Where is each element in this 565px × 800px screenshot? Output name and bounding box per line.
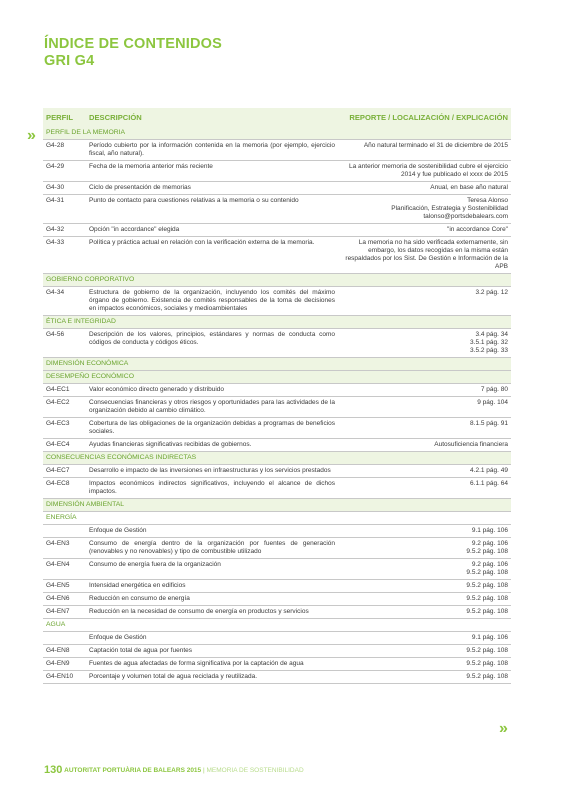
indicator-code: G4-32 xyxy=(43,224,86,237)
indicator-description: Descripción de los valores, principios, estándares y normas de conducta como códigos de conducta y códigos éticos. xyxy=(86,329,338,358)
section-heading-label: DIMENSIÓN ECONÓMICA xyxy=(43,358,511,371)
indicator-code: G4-EN3 xyxy=(43,538,86,559)
indicator-description: Fuentes de agua afectadas de forma significativa por la captación de agua xyxy=(86,658,338,671)
footer-organization: AUTORITAT PORTUÀRIA DE BALEARS 2015 xyxy=(64,767,202,774)
indicator-description: Ciclo de presentación de memorias xyxy=(86,182,338,195)
indicator-report: 9.5.2 pág. 108 xyxy=(338,580,511,593)
indicator-description: Consumo de energía fuera de la organización xyxy=(86,559,338,580)
table-row xyxy=(43,287,511,316)
indicator-description: Ayudas financieras significativas recibidas de gobiernos. xyxy=(86,439,338,452)
header-perfil: PERFIL xyxy=(43,108,86,127)
page-footer xyxy=(44,764,304,776)
table-row xyxy=(43,182,511,195)
page-number: 130 xyxy=(44,764,63,776)
indicator-code xyxy=(43,525,86,538)
section-heading xyxy=(43,274,511,287)
section-heading xyxy=(43,127,511,140)
indicator-report: 3.2 pág. 12 xyxy=(338,287,511,316)
subsection-heading-label: ENERGÍA xyxy=(43,512,511,525)
indicator-description: Fecha de la memoria anterior más reciente xyxy=(86,161,338,182)
indicator-code: G4-EC1 xyxy=(43,384,86,397)
table-row xyxy=(43,237,511,274)
indicator-description: Reducción en la necesidad de consumo de energía en productos y servicios xyxy=(86,606,338,619)
indicator-report: 9.5.2 pág. 108 xyxy=(338,645,511,658)
table-row xyxy=(43,559,511,580)
section-heading-label: DESEMPEÑO ECONÓMICO xyxy=(43,371,511,384)
table-row xyxy=(43,224,511,237)
indicator-code: G4-EN5 xyxy=(43,580,86,593)
indicator-description: Estructura de gobierno de la organización, incluyendo los comités del máximo órgano de gobierno. Existencia de comités responsables de la toma de decisiones en impactos económicos, sociales y medioambientales xyxy=(86,287,338,316)
indicator-report: 9.5.2 pág. 108 xyxy=(338,671,511,684)
section-heading xyxy=(43,316,511,329)
indicator-code: G4-29 xyxy=(43,161,86,182)
indicator-report: La memoria no ha sido verificada externamente, sin embargo, los datos recogidas en la misma están respaldados por los Sist. De Gestión e Información de la APB xyxy=(338,237,511,274)
header-reporte: REPORTE / LOCALIZACIÓN / EXPLICACIÓN xyxy=(338,108,511,127)
chevron-right-icon: » xyxy=(499,720,508,737)
indicator-code: G4-EN8 xyxy=(43,645,86,658)
indicator-report: 3.4 pág. 34 3.5.1 pág. 32 3.5.2 pág. 33 xyxy=(338,329,511,358)
indicator-description: Política y práctica actual en relación con la verificación externa de la memoria. xyxy=(86,237,338,274)
table-row xyxy=(43,465,511,478)
table-row xyxy=(43,580,511,593)
table-row xyxy=(43,439,511,452)
indicator-description: Cobertura de las obligaciones de la organización debidas a programas de beneficios sociales. xyxy=(86,418,338,439)
chevron-right-icon: » xyxy=(27,127,36,144)
table-body xyxy=(43,127,511,684)
indicator-description: Enfoque de Gestión xyxy=(86,632,338,645)
indicator-description: Reducción en consumo de energía xyxy=(86,593,338,606)
indicator-description: Período cubierto por la información contenida en la memoria (por ejemplo, ejercicio fiscal, año natural). xyxy=(86,140,338,161)
table-row xyxy=(43,632,511,645)
indicator-report: Año natural terminado el 31 de diciembre de 2015 xyxy=(338,140,511,161)
indicator-code: G4-EN7 xyxy=(43,606,86,619)
table-row xyxy=(43,397,511,418)
indicator-description: Punto de contacto para cuestiones relativas a la memoria o su contenido xyxy=(86,195,338,224)
indicator-description: Impactos económicos indirectos significativos, incluyendo el alcance de dichos impactos. xyxy=(86,478,338,499)
indicator-code: G4-EC7 xyxy=(43,465,86,478)
indicator-report: 9.1 pág. 106 xyxy=(338,525,511,538)
header-descripcion: DESCRIPCIÓN xyxy=(86,108,338,127)
indicator-description: Consumo de energía dentro de la organización por fuentes de generación (renovables y no renovables) y tipo de combustible utilizado xyxy=(86,538,338,559)
table-header xyxy=(43,108,511,127)
indicator-report: Autosuficiencia financiera xyxy=(338,439,511,452)
indicator-code: G4-EC2 xyxy=(43,397,86,418)
subsection-heading xyxy=(43,619,511,632)
page-title xyxy=(44,36,222,70)
table-row xyxy=(43,645,511,658)
indicator-code: G4-56 xyxy=(43,329,86,358)
indicator-report: 4.2.1 pág. 49 xyxy=(338,465,511,478)
indicator-description: Enfoque de Gestión xyxy=(86,525,338,538)
section-heading-label: GOBIERNO CORPORATIVO xyxy=(43,274,511,287)
title-line-1: ÍNDICE DE CONTENIDOS xyxy=(44,36,223,52)
indicator-code: G4-EN4 xyxy=(43,559,86,580)
indicator-code: G4-EC8 xyxy=(43,478,86,499)
section-heading xyxy=(43,358,511,371)
indicator-report: Teresa Alonso Planificación, Estrategia y Sostenibilidad talonso@portsdebalears.com xyxy=(338,195,511,224)
indicator-code: G4-EC4 xyxy=(43,439,86,452)
table-row xyxy=(43,384,511,397)
section-heading-label: PERFIL DE LA MEMORIA xyxy=(43,127,511,140)
table-row xyxy=(43,195,511,224)
section-heading xyxy=(43,371,511,384)
section-heading-label: DIMENSIÓN AMBIENTAL xyxy=(43,499,511,512)
indicator-report: La anterior memoria de sostenibilidad cubre el ejercicio 2014 y fue publicado el xxxx de 2015 xyxy=(338,161,511,182)
indicator-report: 9.2 pág. 106 9.5.2 pág. 108 xyxy=(338,538,511,559)
indicator-code xyxy=(43,632,86,645)
indicator-description: Consecuencias financieras y otros riesgos y oportunidades para las actividades de la organización debido al cambio climático. xyxy=(86,397,338,418)
indicator-code: G4-31 xyxy=(43,195,86,224)
section-heading xyxy=(43,452,511,465)
indicator-description: Opción "in accordance" elegida xyxy=(86,224,338,237)
section-heading xyxy=(43,499,511,512)
indicator-description: Porcentaje y volumen total de agua reciclada y reutilizada. xyxy=(86,671,338,684)
table-row xyxy=(43,525,511,538)
subsection-heading xyxy=(43,512,511,525)
indicator-description: Valor económico directo generado y distribuido xyxy=(86,384,338,397)
indicator-report: 9.1 pág. 106 xyxy=(338,632,511,645)
indicator-report: 9 pág. 104 xyxy=(338,397,511,418)
footer-separator: | xyxy=(202,767,205,774)
indicator-code: G4-28 xyxy=(43,140,86,161)
table-row xyxy=(43,671,511,684)
table-row xyxy=(43,606,511,619)
table-row xyxy=(43,593,511,606)
indicator-description: Desarrollo e impacto de las inversiones en infraestructuras y los servicios prestados xyxy=(86,465,338,478)
indicator-description: Intensidad energética en edificios xyxy=(86,580,338,593)
table-row xyxy=(43,161,511,182)
indicator-code: G4-30 xyxy=(43,182,86,195)
indicator-report: 9.2 pág. 106 9.5.2 pág. 108 xyxy=(338,559,511,580)
indicator-report: 6.1.1 pág. 64 xyxy=(338,478,511,499)
gri-index-table xyxy=(43,108,511,684)
indicator-report: "in accordance Core" xyxy=(338,224,511,237)
indicator-code: G4-EC3 xyxy=(43,418,86,439)
indicator-report: 8.1.5 pág. 91 xyxy=(338,418,511,439)
table-row xyxy=(43,478,511,499)
subsection-heading-label: AGUA xyxy=(43,619,511,632)
indicator-report: Anual, en base año natural xyxy=(338,182,511,195)
table-row xyxy=(43,140,511,161)
indicator-description: Captación total de agua por fuentes xyxy=(86,645,338,658)
section-heading-label: CONSECUENCIAS ECONÓMICAS INDIRECTAS xyxy=(43,452,511,465)
table-row xyxy=(43,658,511,671)
indicator-report: 7 pág. 80 xyxy=(338,384,511,397)
indicator-report: 9.5.2 pág. 108 xyxy=(338,593,511,606)
indicator-report: 9.5.2 pág. 108 xyxy=(338,606,511,619)
title-line-2: GRI G4 xyxy=(44,53,95,69)
footer-report-name: MEMORIA DE SOSTENIBILIDAD xyxy=(206,767,304,774)
table-row xyxy=(43,538,511,559)
indicator-code: G4-34 xyxy=(43,287,86,316)
indicator-code: G4-33 xyxy=(43,237,86,274)
indicator-report: 9.5.2 pág. 108 xyxy=(338,658,511,671)
table-row xyxy=(43,418,511,439)
indicator-code: G4-EN6 xyxy=(43,593,86,606)
indicator-code: G4-EN10 xyxy=(43,671,86,684)
indicator-code: G4-EN9 xyxy=(43,658,86,671)
section-heading-label: ÉTICA E INTEGRIDAD xyxy=(43,316,511,329)
table-row xyxy=(43,329,511,358)
